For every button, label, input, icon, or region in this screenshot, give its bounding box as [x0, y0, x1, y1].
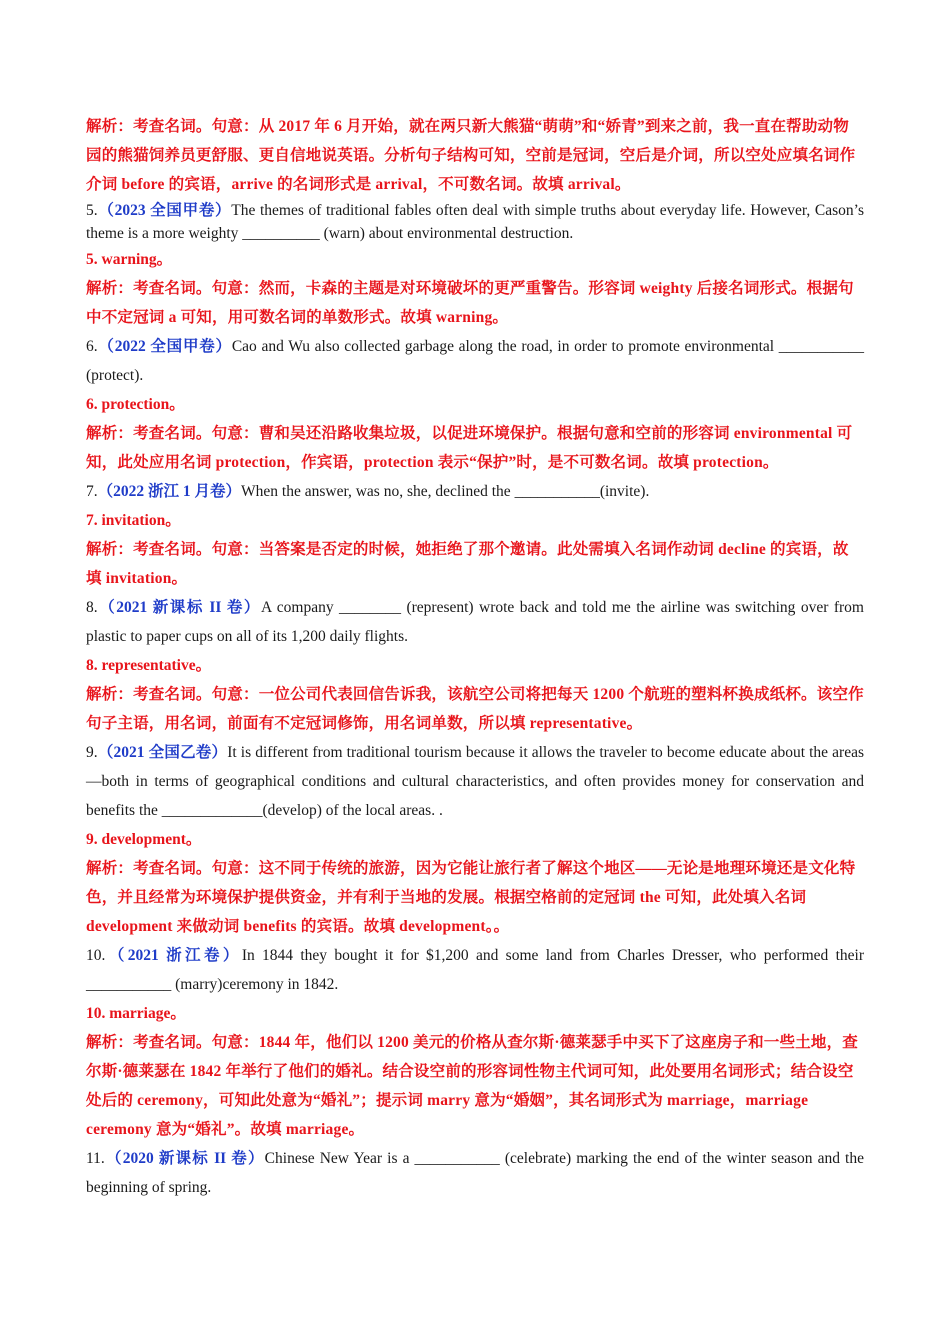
answer-8: 8. representative。: [86, 657, 212, 674]
question-source: （2020 新课标 II 卷）: [104, 1150, 265, 1167]
question-number: 9.: [86, 744, 98, 761]
question-text: The themes of traditional fables often deal with simple truths about everyday life. However, Cason’s theme is a more weighty __________ (warn) about environmental destruction.: [86, 202, 864, 242]
intro-analysis: 解析：考查名词。句意：从 2017 年 6 月开始，就在两只新大熊猫“萌萌”和“娇青”到来之前，我一直在帮助动物园的熊猫饲养员更舒服、更自信地说英语。分析句子结构可知，空前是冠词，空后是介词，所以空处应填名词作介词 before 的宾语，arrive 的名词形式是 arrival，不可数名词。故填 arrival。: [86, 118, 856, 193]
question-number: 11.: [86, 1150, 105, 1167]
question-5: [86, 199, 864, 245]
question-source: （2021 浙江卷）: [105, 947, 242, 964]
question-source: （2021 新课标 II 卷）: [97, 599, 261, 616]
question-number: 5.: [86, 202, 98, 219]
question-number: 10.: [86, 947, 106, 964]
answer-5: 5. warning。: [86, 251, 173, 268]
answer-7: 7. invitation。: [86, 512, 181, 529]
analysis-5: 解析：考查名词。句意：然而，卡森的主题是对环境破坏的更严重警告。形容词 weighty 后接名词形式。根据句中不定冠词 a 可知，用可数名词的单数形式。故填 warning。: [86, 280, 854, 326]
question-7: [86, 477, 864, 506]
question-text: A company ________ (represent) wrote back and told me the airline was switching over from plastic to paper cups on all of its 1,200 daily flights.: [86, 599, 864, 645]
analysis-7: 解析：考查名词。句意：当答案是否定的时候，她拒绝了那个邀请。此处需填入名词作动词 decline 的宾语，故填 invitation。: [86, 541, 849, 587]
question-text: When the answer, was no, she, declined the ___________(invite).: [241, 483, 650, 500]
question-text: Chinese New Year is a ___________ (celebrate) marking the end of the winter season and the beginning of spring.: [86, 1150, 864, 1196]
document-page: [86, 112, 864, 1202]
question-10: [86, 941, 864, 999]
answer-10: 10. marriage。: [86, 1005, 186, 1022]
question-8: [86, 593, 864, 651]
question-text: It is different from traditional tourism because it allows the traveler to become educate about the areas—both in terms of geographical conditions and cultural characteristics, and often provides money for conservation and benefits the _____________(develop) of the local areas. .: [86, 744, 864, 819]
question-number: 7.: [86, 483, 98, 500]
question-source: （2023 全国甲卷）: [97, 202, 232, 219]
question-6: [86, 332, 864, 390]
analysis-9: 解析：考查名词。句意：这不同于传统的旅游，因为它能让旅行者了解这个地区——无论是地理环境还是文化特色，并且经常为环境保护提供资金，并有利于当地的发展。根据空格前的定冠词 the 可知，此处填入名词 development 来做动词 benefits 的宾语。故填 development。。: [86, 860, 856, 935]
question-number: 8.: [86, 599, 98, 616]
question-number: 6.: [86, 338, 98, 355]
answer-6: 6. protection。: [86, 396, 185, 413]
question-text: In 1844 they bought it for $1,200 and some land from Charles Dresser, who performed their ___________ (marry)ceremony in 1842.: [86, 947, 864, 993]
question-11: [86, 1144, 864, 1202]
analysis-10: 解析：考查名词。句意：1844 年，他们以 1200 美元的价格从查尔斯·德莱瑟手中买下了这座房子和一些土地，查尔斯·德莱瑟在 1842 年举行了他们的婚礼。结合设空前的形容词性物主代词可知，此处要用名词形式；结合设空处后的 ceremony，可知此处意为“婚礼”；提示词 marry 意为“婚姻”，其名词形式为 marriage，marriage ceremony 意为“婚礼”。故填 marriage。: [86, 1034, 858, 1138]
question-source: （2021 全国乙卷）: [97, 744, 228, 761]
question-text: Cao and Wu also collected garbage along the road, in order to promote environmental ___________ (protect).: [86, 338, 864, 384]
analysis-8: 解析：考查名词。句意：一位公司代表回信告诉我，该航空公司将把每天 1200 个航班的塑料杯换成纸杯。该空作句子主语，用名词，前面有不定冠词修饰，用名词单数，所以填 representative。: [86, 686, 864, 732]
question-9: [86, 738, 864, 825]
analysis-6: 解析：考查名词。句意：曹和吴还沿路收集垃圾，以促进环境保护。根据句意和空前的形容词 environmental 可知，此处应用名词 protection，作宾语，protection 表示“保护”时，是不可数名词。故填 protection。: [86, 425, 853, 471]
question-source: （2022 全国甲卷）: [97, 338, 232, 355]
question-source: （2022 浙江 1 月卷）: [97, 483, 242, 500]
answer-9: 9. development。: [86, 831, 202, 848]
